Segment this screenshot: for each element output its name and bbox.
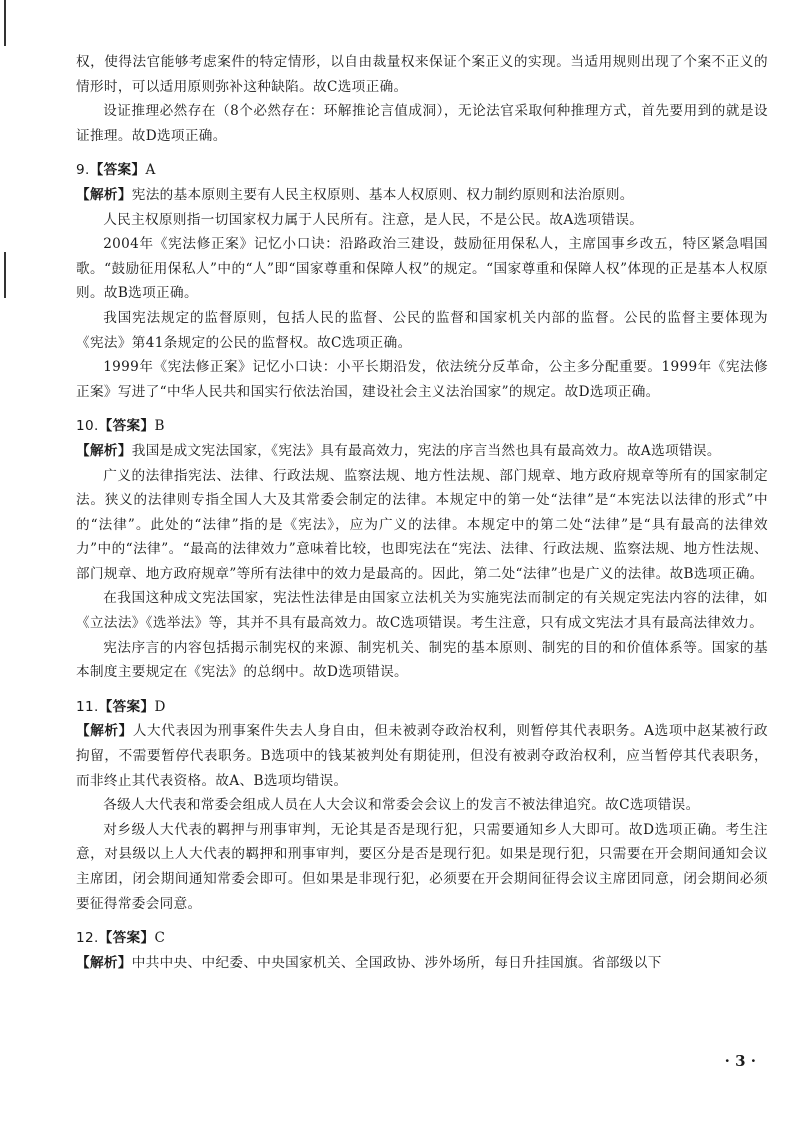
answer-label: 【答案】 bbox=[98, 698, 155, 715]
question-10-answer bbox=[76, 414, 768, 439]
question-number: 9. bbox=[76, 162, 90, 179]
question-9-answer bbox=[76, 158, 768, 183]
question-number: 10. bbox=[76, 418, 99, 435]
paragraph: 1999年《宪法修正案》记忆小口诀：小平长期沿发，依法统分反革命，公主多分配重要。1999年《宪法修正案》写进了“中华人民共和国实行依法治国，建设社会主义法治国家”的规定。故D选项正确。 bbox=[76, 359, 768, 400]
question-number: 12. bbox=[76, 930, 99, 947]
question-11-analysis bbox=[76, 719, 768, 793]
analysis-label: 【解析】 bbox=[76, 442, 132, 459]
answer-value: C bbox=[154, 930, 166, 947]
analysis-label: 【解析】 bbox=[76, 723, 133, 740]
binding-mark-mid bbox=[4, 252, 6, 298]
question-12-analysis bbox=[76, 951, 768, 976]
paragraph: 各级人大代表和常委会组成人员在人大会议和常委会会议上的发言不被法律追究。故C选项错误。 bbox=[103, 797, 700, 814]
answer-value: B bbox=[154, 418, 165, 435]
paragraph: 权，使得法官能够考虑案件的特定情形，以自由裁量权来保证个案正义的实现。当适用规则出现了个案不正义的情形时，可以适用原则弥补这种缺陷。故C选项正确。 bbox=[76, 54, 768, 95]
paragraph: 在我国这种成文宪法国家，宪法性法律是由国家立法机关为实施宪法而制定的有关规定宪法内容的法律，如《立法法》《选举法》等，其并不具有最高效力。故C选项错误。考生注意，只有成文宪法才具有最高法律效力。 bbox=[76, 590, 768, 632]
paragraph: 广义的法律指宪法、法律、行政法规、监察法规、地方性法规、部门规章、地方政府规章等所有的国家制定法。狭义的法律则专指全国人大及其常委会制定的法律。本规定中的第一处“法律”是“本宪法以法律的形式”中的“法律”。此处的“法律”指的是《宪法》，应为广义的法律。本规定中的第二处“法律”是“具有最高的法律效力”中的“法律”。“最高的法律效力”意味着比较，也即宪法在“宪法、法律、行政法规、监察法规、地方性法规、部门规章、地方政府规章”等所有法律中的效力是最高的。因此，第二处“法律”也是广义的法律。故B选项正确。 bbox=[76, 467, 768, 582]
paragraph: 宪法序言的内容包括揭示制宪权的来源、制宪机关、制宪的基本原则、制宪的目的和价值体系等。国家的基本制度主要规定在《宪法》的总纲中。故D选项错误。 bbox=[76, 639, 768, 681]
answer-label: 【答案】 bbox=[98, 930, 155, 947]
analysis-text: 中共中央、中纪委、中央国家机关、全国政协、涉外场所，每日升挂国旗。省部级以下 bbox=[131, 954, 662, 971]
paragraph: 设证推理必然存在（8个必然存在：环解推论言值成洞），无论法官采取何种推理方式，首先要用到的就是设证推理。故D选项正确。 bbox=[76, 103, 768, 144]
document-body bbox=[76, 50, 768, 975]
answer-value: D bbox=[154, 698, 166, 715]
question-number: 11. bbox=[76, 698, 99, 715]
answer-value: A bbox=[145, 162, 156, 179]
answer-label: 【答案】 bbox=[98, 418, 155, 435]
paragraph: 2004年《宪法修正案》记忆小口诀：沿路政治三建设，鼓励征用保私人，主席国事乡改五，特区紧急唱国歌。“鼓励征用保私人”中的“人”即“国家尊重和保障人权”的规定。“国家尊重和保障人权”体现的正是基本人权原则。故B选项正确。 bbox=[76, 236, 768, 302]
paragraph: 人民主权原则指一切国家权力属于人民所有。注意，是人民，不是公民。故A选项错误。 bbox=[103, 211, 644, 228]
paragraph: 对乡级人大代表的羁押与刑事审判，无论其是否是现行犯，只需要通知乡人大即可。故D选项正确。考生注意，对县级以上人大代表的羁押和刑事审判，要区分是否是现行犯。如果是现行犯，只需要在开会期间通知会议主席团，闭会期间通知常委会即可。但如果是非现行犯，必须要在开会期间征得会议主席团同意，闭会期间必须要征得常委会同意。 bbox=[76, 821, 768, 912]
answer-label: 【答案】 bbox=[89, 162, 146, 179]
analysis-text: 宪法的基本原则主要有人民主权原则、基本人权原则、权力制约原则和法治原则。 bbox=[131, 186, 634, 203]
analysis-label: 【解析】 bbox=[76, 186, 132, 203]
analysis-text: 人大代表因为刑事案件失去人身自由，但未被剥夺政治权利，则暂停其代表职务。A选项中赵某被行政拘留，不需要暂停代表职务。B选项中的钱某被判处有期徒刑，但没有被剥夺政治权利，应当暂停其代表职务，而非终止其代表资格。故A、B选项均错误。 bbox=[76, 723, 768, 789]
question-9-analysis bbox=[76, 183, 768, 208]
binding-mark-top bbox=[4, 0, 6, 46]
analysis-text: 我国是成文宪法国家，《宪法》具有最高效力，宪法的序言当然也具有最高效力。故A选项错误。 bbox=[131, 442, 721, 459]
question-10-analysis bbox=[76, 439, 768, 464]
question-11-answer bbox=[76, 695, 768, 720]
page-number: · 3 · bbox=[724, 1052, 756, 1070]
paragraph: 我国宪法规定的监督原则，包括人民的监督、公民的监督和国家机关内部的监督。公民的监督主要体现为《宪法》第41条规定的公民的监督权。故C选项正确。 bbox=[76, 309, 768, 351]
question-12-answer bbox=[76, 926, 768, 951]
analysis-label: 【解析】 bbox=[76, 954, 132, 971]
